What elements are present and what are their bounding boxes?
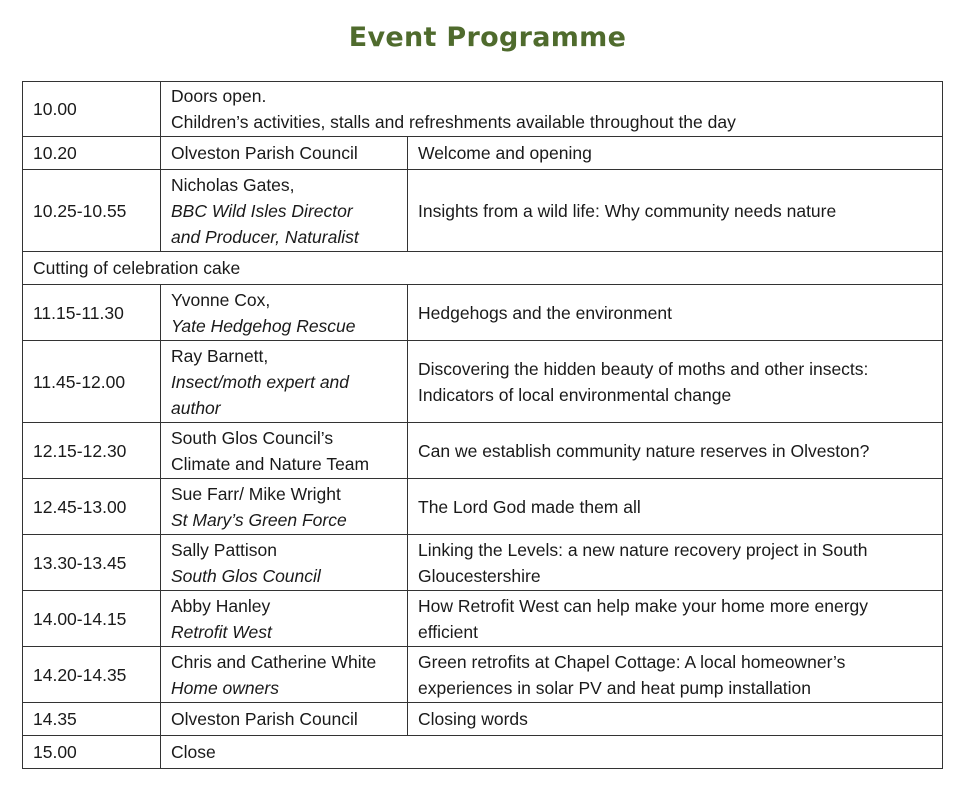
time-cell: 11.45-12.00	[23, 341, 161, 423]
talk-line: How Retrofit West can help make your home more energy	[418, 595, 869, 616]
time-cell: 12.45-13.00	[23, 479, 161, 535]
speaker-role: Retrofit West	[171, 621, 272, 642]
description-line: Children’s activities, stalls and refreshments available throughout the day	[171, 112, 736, 132]
time-cell: 14.00-14.15	[23, 591, 161, 647]
time-cell: 10.20	[23, 137, 161, 170]
time-cell: 13.30-13.45	[23, 535, 161, 591]
speaker-cell	[161, 647, 408, 703]
speaker-role: South Glos Council	[171, 565, 321, 586]
speaker-role: Yate Hedgehog Rescue	[171, 315, 356, 336]
table-row	[23, 423, 943, 479]
speaker-name: Nicholas Gates,	[171, 174, 295, 195]
talk-cell: Closing words	[408, 703, 943, 736]
speaker-cell: Olveston Parish Council	[161, 137, 408, 170]
speaker-role: Home owners	[171, 677, 279, 698]
speaker-role: author	[171, 397, 221, 418]
speaker-cell: Olveston Parish Council	[161, 703, 408, 736]
speaker-role: St Mary’s Green Force	[171, 509, 347, 530]
talk-line: Linking the Levels: a new nature recovery project in South	[418, 539, 868, 560]
speaker-cell	[161, 285, 408, 341]
talk-line: Discovering the hidden beauty of moths and other insects:	[418, 358, 869, 379]
speaker-cell	[161, 170, 408, 252]
talk-cell	[408, 647, 943, 703]
talk-cell: Welcome and opening	[408, 137, 943, 170]
talk-line: efficient	[418, 621, 478, 642]
speaker-cell	[161, 591, 408, 647]
speaker-cell	[161, 423, 408, 479]
speaker-cell	[161, 479, 408, 535]
time-cell: 14.20-14.35	[23, 647, 161, 703]
page-title: Event Programme	[348, 22, 627, 53]
table-row	[23, 82, 943, 137]
talk-cell: Hedgehogs and the environment	[408, 285, 943, 341]
table-row	[23, 252, 943, 285]
time-cell: 10.00	[23, 82, 161, 137]
time-cell: 11.15-11.30	[23, 285, 161, 341]
table-row	[23, 535, 943, 591]
time-cell: 10.25-10.55	[23, 170, 161, 252]
talk-cell	[408, 341, 943, 423]
talk-line: Gloucestershire	[418, 565, 541, 586]
speaker-name: Sue Farr/ Mike Wright	[171, 483, 341, 504]
table-row	[23, 285, 943, 341]
speaker-name: South Glos Council’s	[171, 427, 334, 448]
table-row	[23, 703, 943, 736]
speaker-cell	[161, 341, 408, 423]
speaker-name: Abby Hanley	[171, 595, 271, 616]
table-row	[23, 591, 943, 647]
time-cell: 15.00	[23, 736, 161, 769]
speaker-role: Insect/moth expert and	[171, 371, 350, 392]
talk-line: Indicators of local environmental change	[418, 384, 732, 405]
break-cell: Cutting of celebration cake	[23, 252, 943, 285]
table-row	[23, 170, 943, 252]
table-row	[23, 736, 943, 769]
speaker-name: Sally Pattison	[171, 539, 278, 560]
table-row	[23, 479, 943, 535]
talk-cell: The Lord God made them all	[408, 479, 943, 535]
talk-cell	[408, 535, 943, 591]
table-row	[23, 647, 943, 703]
speaker-name: Ray Barnett,	[171, 345, 269, 366]
speaker-cell	[161, 535, 408, 591]
talk-line: experiences in solar PV and heat pump installation	[418, 677, 812, 698]
talk-cell	[408, 591, 943, 647]
speaker-name: Yvonne Cox,	[171, 289, 271, 310]
table-row	[23, 137, 943, 170]
speaker-name: Chris and Catherine White	[171, 651, 377, 672]
table-row	[23, 341, 943, 423]
talk-cell: Can we establish community nature reserves in Olveston?	[408, 423, 943, 479]
talk-cell: Insights from a wild life: Why community needs nature	[408, 170, 943, 252]
talk-line: Green retrofits at Chapel Cottage: A local homeowner’s	[418, 651, 846, 672]
description-line: Doors open.	[171, 86, 267, 106]
description-cell: Close	[161, 736, 943, 769]
speaker-role: and Producer, Naturalist	[171, 226, 359, 247]
time-cell: 14.35	[23, 703, 161, 736]
speaker-name: Climate and Nature Team	[171, 453, 370, 474]
speaker-role: BBC Wild Isles Director	[171, 200, 353, 221]
programme-table	[22, 81, 943, 769]
time-cell: 12.15-12.30	[23, 423, 161, 479]
description-cell	[161, 82, 943, 137]
